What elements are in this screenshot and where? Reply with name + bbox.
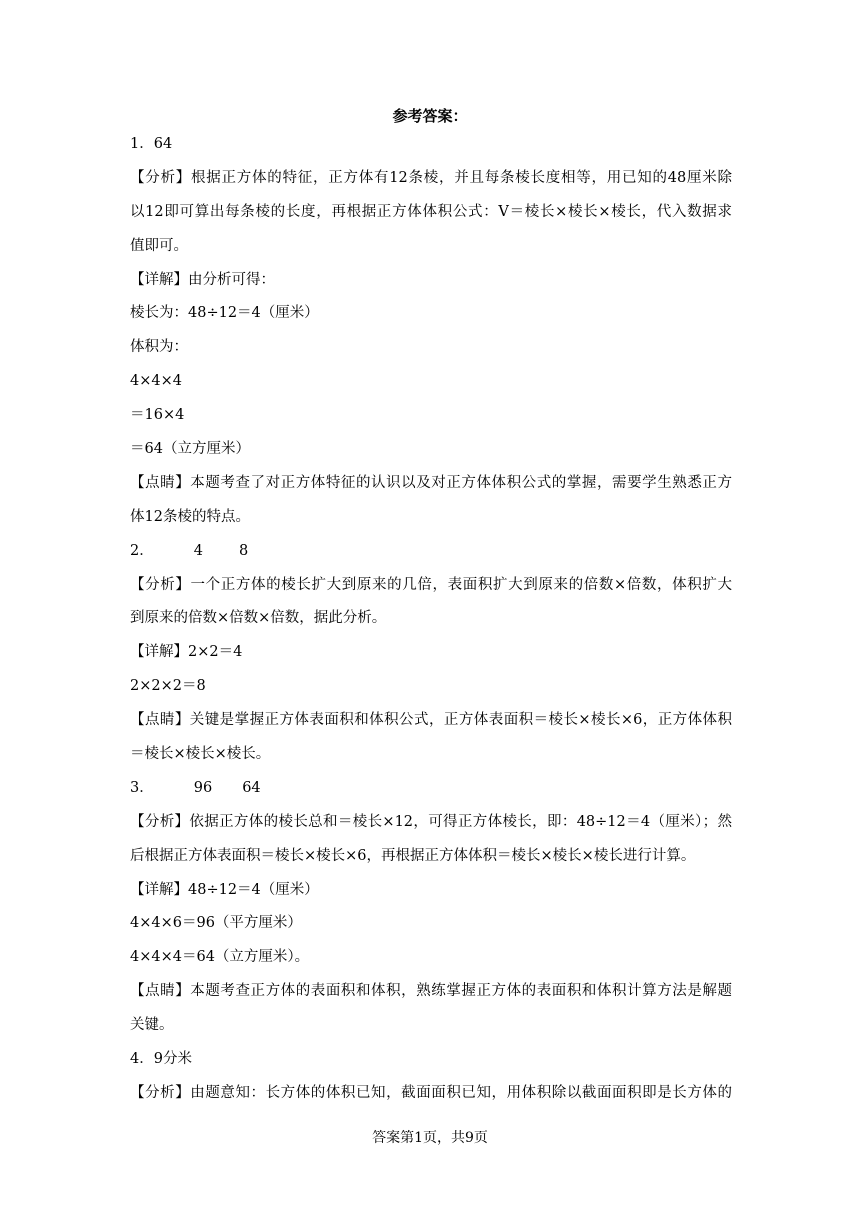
analysis-line: 值即可。 bbox=[130, 237, 188, 254]
detail-line: 【详解】2×2＝4 bbox=[130, 644, 243, 661]
detail-line: 2×2×2＝8 bbox=[130, 678, 206, 695]
answer-3-value-2: 64 bbox=[242, 779, 261, 796]
answer-2-value-2: 8 bbox=[238, 542, 249, 559]
page-title: 参考答案： bbox=[392, 107, 468, 125]
analysis-line: 【分析】根据正方体的特征，正方体有12条棱，并且每条棱长度相等，用已知的48厘米除 bbox=[130, 169, 732, 186]
comment-line: 体12条棱的特点。 bbox=[130, 508, 250, 525]
answer-content bbox=[130, 132, 732, 1115]
detail-line: ＝64（立方厘米） bbox=[130, 441, 250, 458]
comment-line: 【点睛】本题考查了对正方体特征的认识以及对正方体体积公式的掌握，需要学生熟悉正方 bbox=[130, 474, 732, 491]
answer-2-row bbox=[130, 539, 732, 573]
comment-line: 【点睛】关键是掌握正方体表面积和体积公式，正方体表面积＝棱长×棱长×6，正方体体积 bbox=[130, 712, 732, 729]
page-footer: 答案第1页，共9页 bbox=[372, 1130, 488, 1146]
answer-1-number: 1．64 bbox=[130, 136, 173, 152]
answer-3-number: 3． bbox=[130, 779, 154, 796]
detail-line: 体积为： bbox=[130, 339, 188, 356]
analysis-line: 【分析】由题意知：长方体的体积已知，截面面积已知，用体积除以截面面积即是长方体的 bbox=[130, 1084, 732, 1101]
answer-3-row bbox=[130, 776, 732, 810]
comment-line: 关键。 bbox=[130, 1017, 174, 1034]
comment-line: ＝棱长×棱长×棱长。 bbox=[130, 746, 271, 763]
detail-line: 【详解】48÷12＝4（厘米） bbox=[130, 881, 319, 898]
analysis-line: 以12即可算出每条棱的长度，再根据正方体体积公式：V＝棱长×棱长×棱长，代入数据求 bbox=[130, 203, 732, 220]
analysis-line: 后根据正方体表面积＝棱长×棱长×6，再根据正方体体积＝棱长×棱长×棱长进行计算。 bbox=[130, 847, 696, 864]
detail-line: 棱长为：48÷12＝4（厘米） bbox=[130, 305, 319, 322]
answer-2-number: 2． bbox=[130, 542, 154, 559]
answer-3-value-1: 96 bbox=[193, 779, 213, 796]
analysis-line: 到原来的倍数×倍数×倍数，据此分析。 bbox=[130, 610, 387, 627]
analysis-line: 【分析】依据正方体的棱长总和＝棱长×12，可得正方体棱长，即：48÷12＝4（厘米）；然 bbox=[130, 813, 732, 830]
analysis-line: 【分析】一个正方体的棱长扩大到原来的几倍，表面积扩大到原来的倍数×倍数，体积扩大 bbox=[130, 576, 732, 593]
detail-line: 4×4×6＝96（平方厘米） bbox=[130, 915, 302, 932]
answer-4-number: 4．9分米 bbox=[130, 1051, 192, 1068]
detail-line: 4×4×4＝64（立方厘米）。 bbox=[130, 949, 310, 966]
comment-line: 【点睛】本题考查正方体的表面积和体积，熟练掌握正方体的表面积和体积计算方法是解题 bbox=[130, 983, 732, 1000]
detail-line: 【详解】由分析可得： bbox=[130, 271, 275, 288]
detail-line: ＝16×4 bbox=[130, 407, 185, 424]
detail-line: 4×4×4 bbox=[130, 373, 182, 390]
answer-2-value-1: 4 bbox=[193, 542, 203, 559]
